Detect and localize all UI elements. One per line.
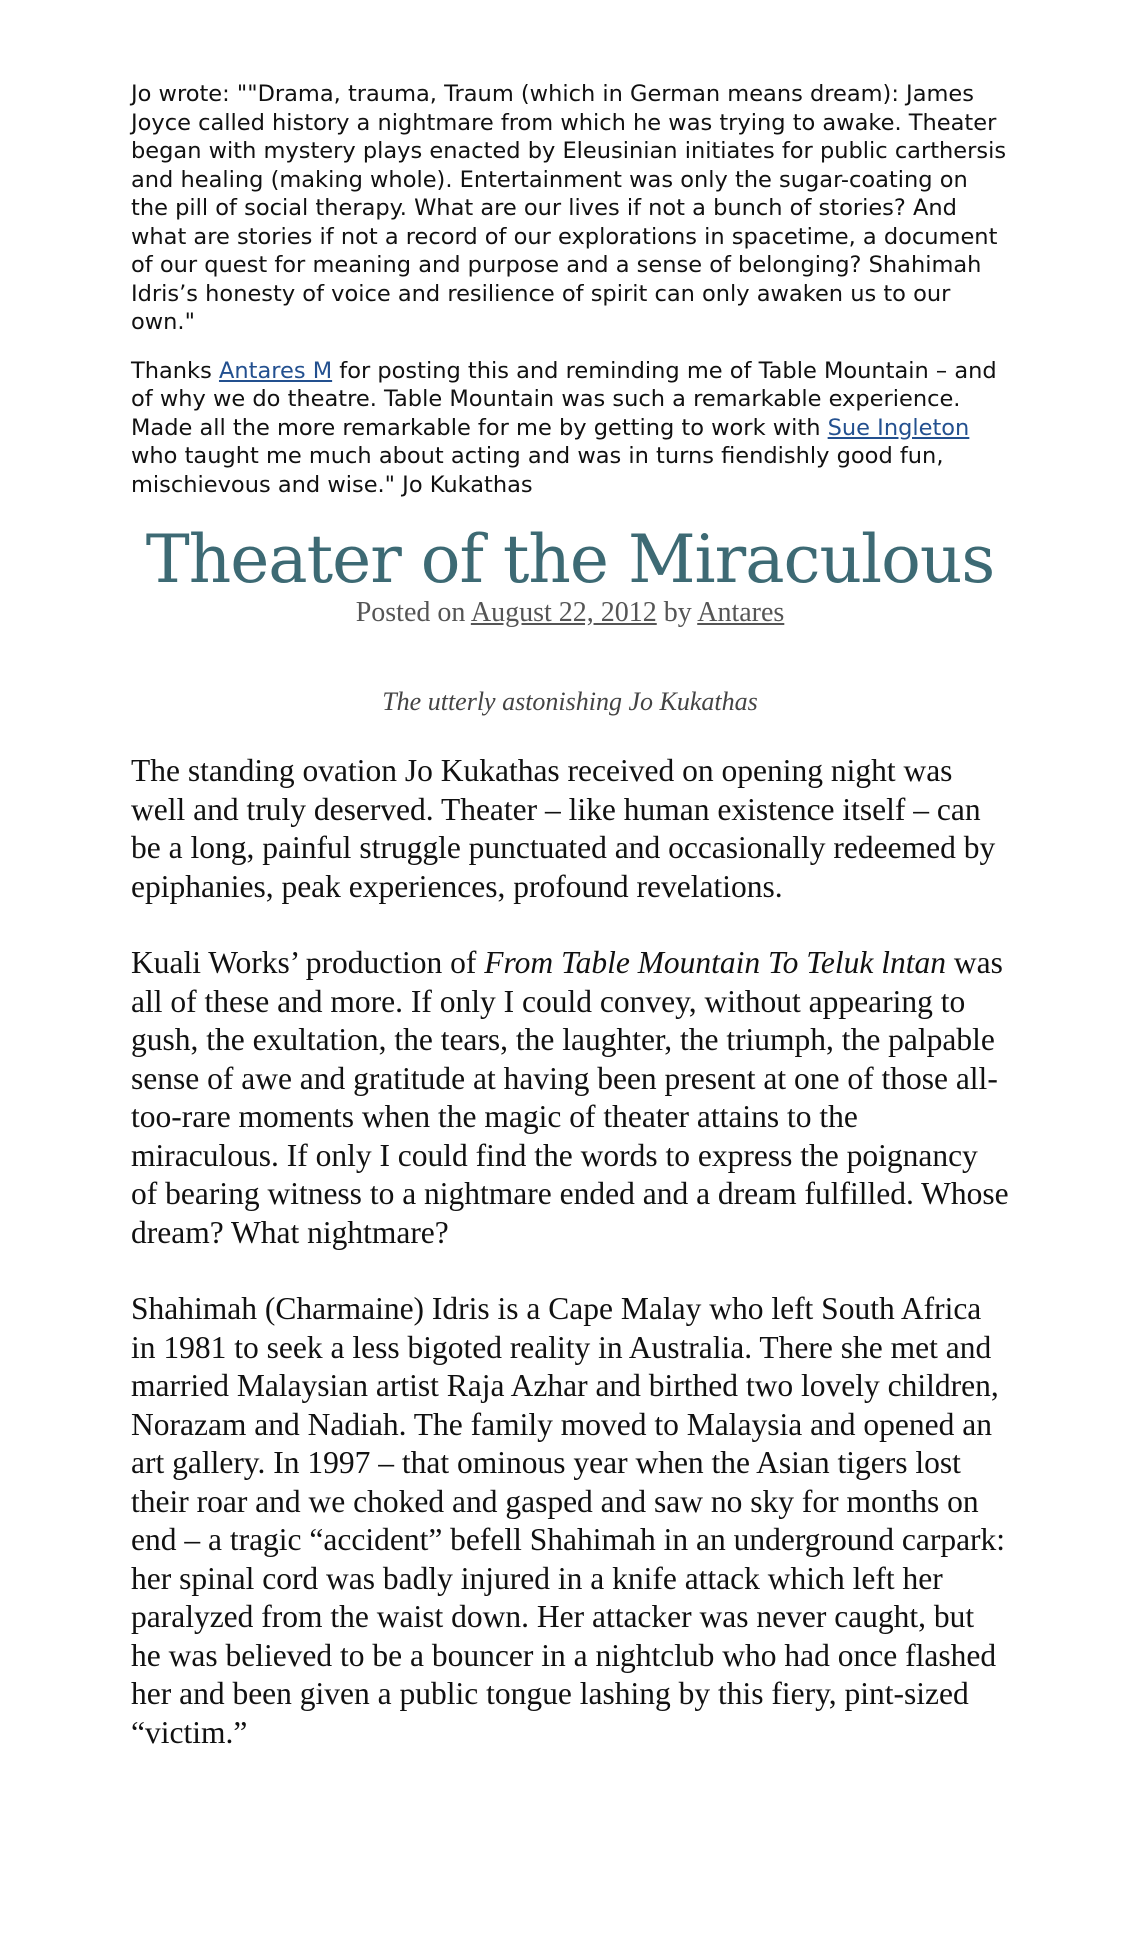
article-page [131, 0, 1011, 1752]
body-paragraph-3: Shahimah (Charmaine) Idris is a Cape Malay who left South Africa in 1981 to seek a less bigoted reality in Australia. There she met and married Malaysian artist Raja Azhar and birthed two lovely children, Norazam and Nadiah. The family moved to Malaysia and opened an art gallery. In 1997 – that ominous year when the Asian tigers lost their roar and we choked and gasped and saw no sky for months on end – a tragic “accident” befell Shahimah in an underground carpark: her spinal cord was badly injured in a knife attack which left her paralyzed from the waist down. Her attacker was never caught, but he was believed to be a bouncer in a nightclub who had once flashed her and been given a public tongue lashing by this fiery, pint-sized “victim.” [131, 1291, 1006, 1750]
posted-on-label: Posted on [355, 597, 471, 628]
antares-link[interactable]: Antares M [218, 357, 333, 384]
author-link[interactable]: Antares [697, 597, 785, 628]
production-title: From Table Mountain To Teluk lntan [484, 945, 947, 980]
image-caption: The utterly astonishing Jo Kukathas [382, 687, 758, 716]
sue-ingleton-link[interactable]: Sue Ingleton [827, 414, 970, 441]
post-title: Theater of the Miraculous [145, 521, 995, 598]
thanks-prefix: Thanks [131, 357, 219, 384]
comment-quote [131, 80, 1011, 499]
thanks-middle: for posting this and reminding me of Table Mountain – and of why we do theatre. Table Mountain was such a remarkable experience. Made all the more remarkable for me by getting to work with [131, 357, 997, 441]
thanks-paragraph [131, 357, 1011, 500]
quote-paragraph: Jo wrote: ""Drama, trauma, Traum (which in German means dream): James Joyce called history a nightmare from which he was trying to awake. Theater began with mystery plays enacted by Eleusinian initiates for public carthersis and healing (making whole). Entertainment was only the sugar-coating on the pill of social therapy. What are our lives if not a bunch of stories? And what are stories if not a record of our explorations in spacetime, a document of our quest for meaning and purpose and a sense of belonging? Shahimah Idris’s honesty of voice and resilience of spirit can only awaken us to our own." [131, 81, 1007, 335]
p2-prefix: Kuali Works’ production of [131, 945, 485, 980]
p2-rest: was all of these and more. If only I could convey, without appearing to gush, the exultation, the tears, the laughter, the triumph, the palpable sense of awe and gratitude at having been present at one of those all-too-rare moments when the magic of theater attains to the miraculous. If only I could find the words to express the poignancy of bearing witness to a nightmare ended and a dream fulfilled. Whose dream? What nightmare? [131, 945, 1009, 1250]
body-paragraph-2 [131, 944, 1011, 1252]
body-paragraph-1: The standing ovation Jo Kukathas received on opening night was well and truly deserved. Theater – like human existence itself – can be a long, painful struggle punctuated and occasionally redeemed by epiphanies, peak experiences, profound revelations. [131, 753, 996, 904]
post-body [131, 752, 1011, 1752]
by-label: by [656, 597, 698, 628]
thanks-end: who taught me much about acting and was in turns fiendishly good fun, mischievous and wise." Jo Kukathas [131, 443, 944, 498]
post-meta [131, 596, 1009, 630]
post-date-link[interactable]: August 22, 2012 [470, 597, 657, 628]
